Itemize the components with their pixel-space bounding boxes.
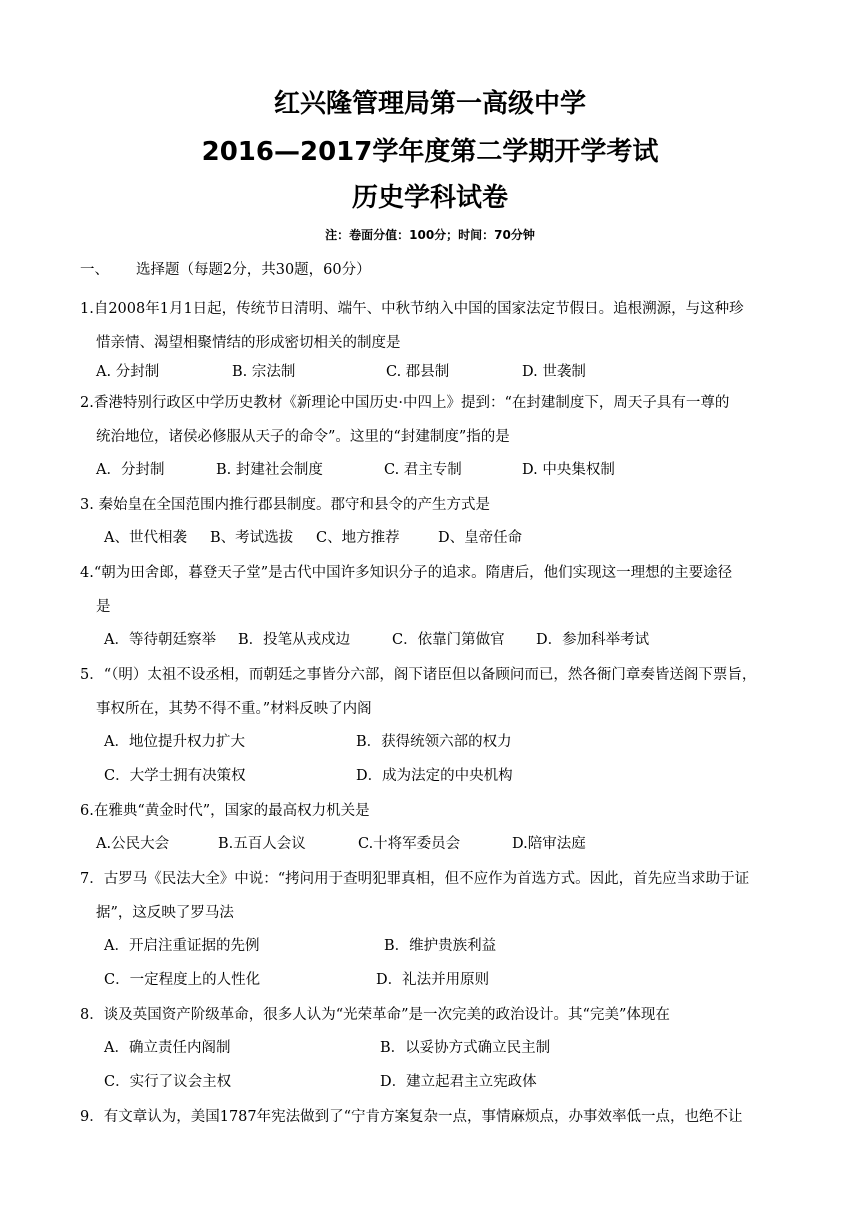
option: A. 分封制: [96, 364, 160, 380]
option: B．投笔从戎戍边: [238, 632, 351, 648]
question-3: [80, 488, 794, 522]
question-line: 1.自2008年1月1日起，传统节日清明、端午、中秋节纳入中国的国家法定节假日。追根溯源，与这种珍: [80, 301, 744, 317]
option: A．确立责任内阁制: [104, 1040, 231, 1056]
options-7b: [104, 968, 489, 992]
exam-title: 2016—2017学年度第二学期开学考试: [201, 137, 659, 167]
question-line: 3. 秦始皇在全国范围内推行郡县制度。郡守和县令的产生方式是: [80, 497, 490, 513]
option: D．礼法并用原则: [376, 972, 490, 988]
option: D、皇帝任命: [438, 530, 523, 546]
question-8: [80, 998, 794, 1032]
options-2: [96, 458, 615, 482]
question-line: 2.香港特别行政区中学历史教材《新理论中国历史·中四上》提到：“在封建制度下，周天子具有一尊的: [80, 395, 730, 411]
options-8b: [104, 1070, 537, 1094]
options-1: [96, 360, 586, 384]
section-heading: [80, 258, 371, 282]
question-line: 惜亲情、渴望相聚情结的形成密切相关的制度是: [96, 335, 401, 351]
question-9: [80, 1100, 794, 1134]
option: B.五百人会议: [218, 836, 306, 852]
option: B．维护贵族利益: [384, 938, 497, 954]
section-title: 选择题（每题2分，共30题，60分）: [136, 262, 371, 278]
options-8a: [104, 1036, 550, 1060]
option: C．实行了议会主权: [104, 1074, 232, 1090]
exam-note: 注：卷面分值：100分；时间：70分钟: [325, 228, 535, 242]
question-2: [80, 386, 794, 454]
option: D. 世袭制: [522, 364, 586, 380]
option: C.十将军委员会: [358, 836, 461, 852]
options-6: [96, 832, 586, 856]
option: A．分封制: [96, 462, 165, 478]
question-line: 9．有文章认为，美国1787年宪法做到了“宁肯方案复杂一点，事情麻烦点，办事效率低一点，也绝不让: [80, 1109, 743, 1125]
option: D．参加科举考试: [536, 632, 650, 648]
options-5a: [104, 730, 512, 754]
option: C. 君主专制: [384, 462, 462, 478]
option: D．成为法定的中央机构: [356, 768, 513, 784]
option: D. 中央集权制: [522, 462, 615, 478]
option: A、世代相袭: [104, 530, 187, 546]
options-3: [104, 526, 522, 550]
subject-title: 历史学科试卷: [351, 183, 508, 213]
question-7: [80, 862, 794, 930]
question-line: 6.在雅典“黄金时代”，国家的最高权力机关是: [80, 803, 370, 819]
options-5b: [104, 764, 513, 788]
question-line: 5．“（明）太祖不设丞相，而朝廷之事皆分六部，阁下诸臣但以备顾问而已，然各衙门章奏皆送阁下票旨，: [80, 667, 757, 683]
option: D.陪审法庭: [512, 836, 586, 852]
option: A．开启注重证据的先例: [104, 938, 260, 954]
question-line: 8．谈及英国资产阶级革命，很多人认为“光荣革命”是一次完美的政治设计。其“完美”体现在: [80, 1007, 670, 1023]
option: C．一定程度上的人性化: [104, 972, 261, 988]
options-4: [104, 628, 649, 652]
option: D．建立起君主立宪政体: [380, 1074, 537, 1090]
option: C．大学士拥有决策权: [104, 768, 246, 784]
question-1: [80, 292, 794, 360]
option: C、地方推荐: [316, 530, 400, 546]
question-line: 统治地位，诸侯必修服从天子的命令”。这里的“封建制度”指的是: [96, 429, 510, 445]
question-line: 4.“朝为田舍郎，暮登天子堂”是古代中国许多知识分子的追求。隋唐后，他们实现这一理想的主要途径: [80, 565, 733, 581]
question-line: 据”，这反映了罗马法: [96, 905, 234, 921]
question-line: 事权所在，其势不得不重。”材料反映了内阁: [96, 701, 372, 717]
option: A．地位提升权力扩大: [104, 734, 245, 750]
question-6: [80, 794, 794, 828]
option: B. 封建社会制度: [216, 462, 323, 478]
option: B、考试选拔: [210, 530, 294, 546]
section-number: 一、: [80, 262, 109, 278]
option: B．以妥协方式确立民主制: [380, 1040, 551, 1056]
option: B．获得统领六部的权力: [356, 734, 512, 750]
question-4: [80, 556, 794, 624]
school-title: 红兴隆管理局第一高级中学: [273, 89, 586, 119]
option: C. 郡县制: [386, 364, 450, 380]
question-line: 是: [96, 599, 111, 615]
option: C．依靠门第做官: [392, 632, 505, 648]
option: A．等待朝廷察举: [104, 632, 216, 648]
option: B. 宗法制: [232, 364, 296, 380]
question-5: [80, 658, 794, 726]
question-line: 7．古罗马《民法大全》中说：“拷问用于查明犯罪真相，但不应作为首选方式。因此，首先应当求助于证: [80, 871, 750, 887]
options-7a: [104, 934, 496, 958]
option: A.公民大会: [96, 836, 170, 852]
